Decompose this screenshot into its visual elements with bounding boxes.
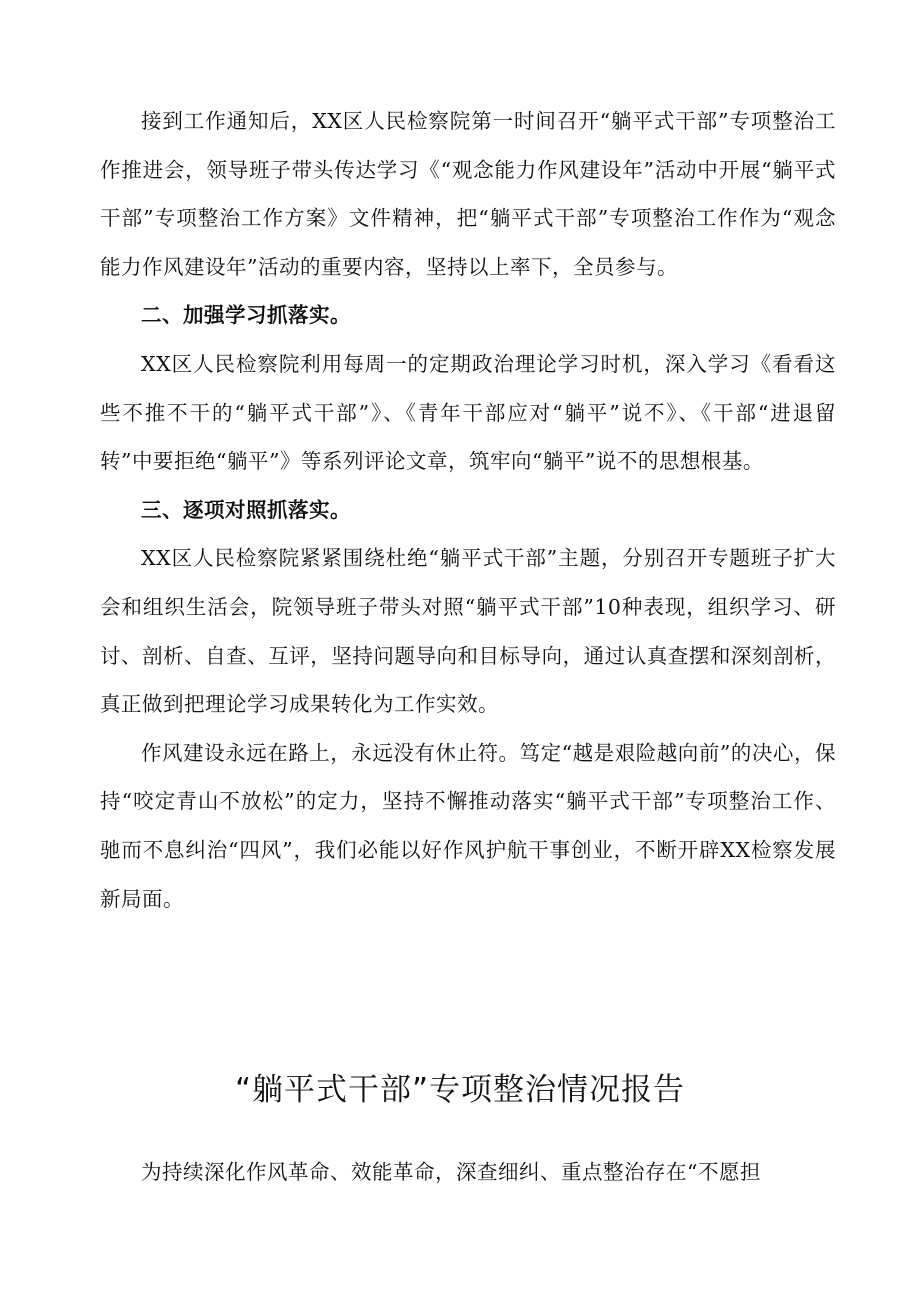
paragraph-conclusion: 作风建设永远在路上，永远没有休止符。笃定“越是艰险越向前”的决心，保持“咬定青山不放松”的定力，坚持不懈推动落实“躺平式干部”专项整治工作、驰而不息纠治“四风”，我们必能以好作风护航干事创业，不断开辟XX检察发展新局面。	[100, 740, 836, 911]
paragraph-work-notice: 接到工作通知后，XX区人民检察院第一时间召开“躺平式干部”专项整治工作推进会，领导班子带头传达学习《“观念能力作风建设年”活动中开展“躺平式干部”专项整治工作方案》文件精神，把“躺平式干部”专项整治工作作为“观念能力作风建设年”活动的重要内容，坚持以上率下，全员参与。	[100, 109, 836, 279]
section-heading-compare: 三、逐项对照抓落实。	[141, 497, 351, 522]
report-title: “躺平式干部”专项整治情况报告	[234, 1072, 686, 1108]
paragraph-compare: XX区人民检察院紧紧围绕杜绝“躺平式干部”主题，分别召开专题班子扩大会和组织生活会，院领导班子带头对照“躺平式干部”10种表现，组织学习、研讨、剖析、自查、互评，坚持问题导向和目标导向，通过认真查摆和深刻剖析，真正做到把理论学习成果转化为工作实效。	[100, 546, 836, 717]
section-heading-study: 二、加强学习抓落实。	[141, 303, 351, 328]
report-intro-paragraph: 为持续深化作风革命、效能革命，深查细纠、重点整治存在“不愿担	[141, 1160, 761, 1184]
document-body	[100, 97, 836, 923]
paragraph-study: XX区人民检察院利用每周一的定期政治理论学习时机，深入学习《看看这些不推不干的“躺平式干部”》、《青年干部应对“躺平”说不》、《干部“进退留转”中要拒绝“躺平”》等系列评论文章，筑牢向“躺平”说不的思想根基。	[100, 351, 836, 474]
